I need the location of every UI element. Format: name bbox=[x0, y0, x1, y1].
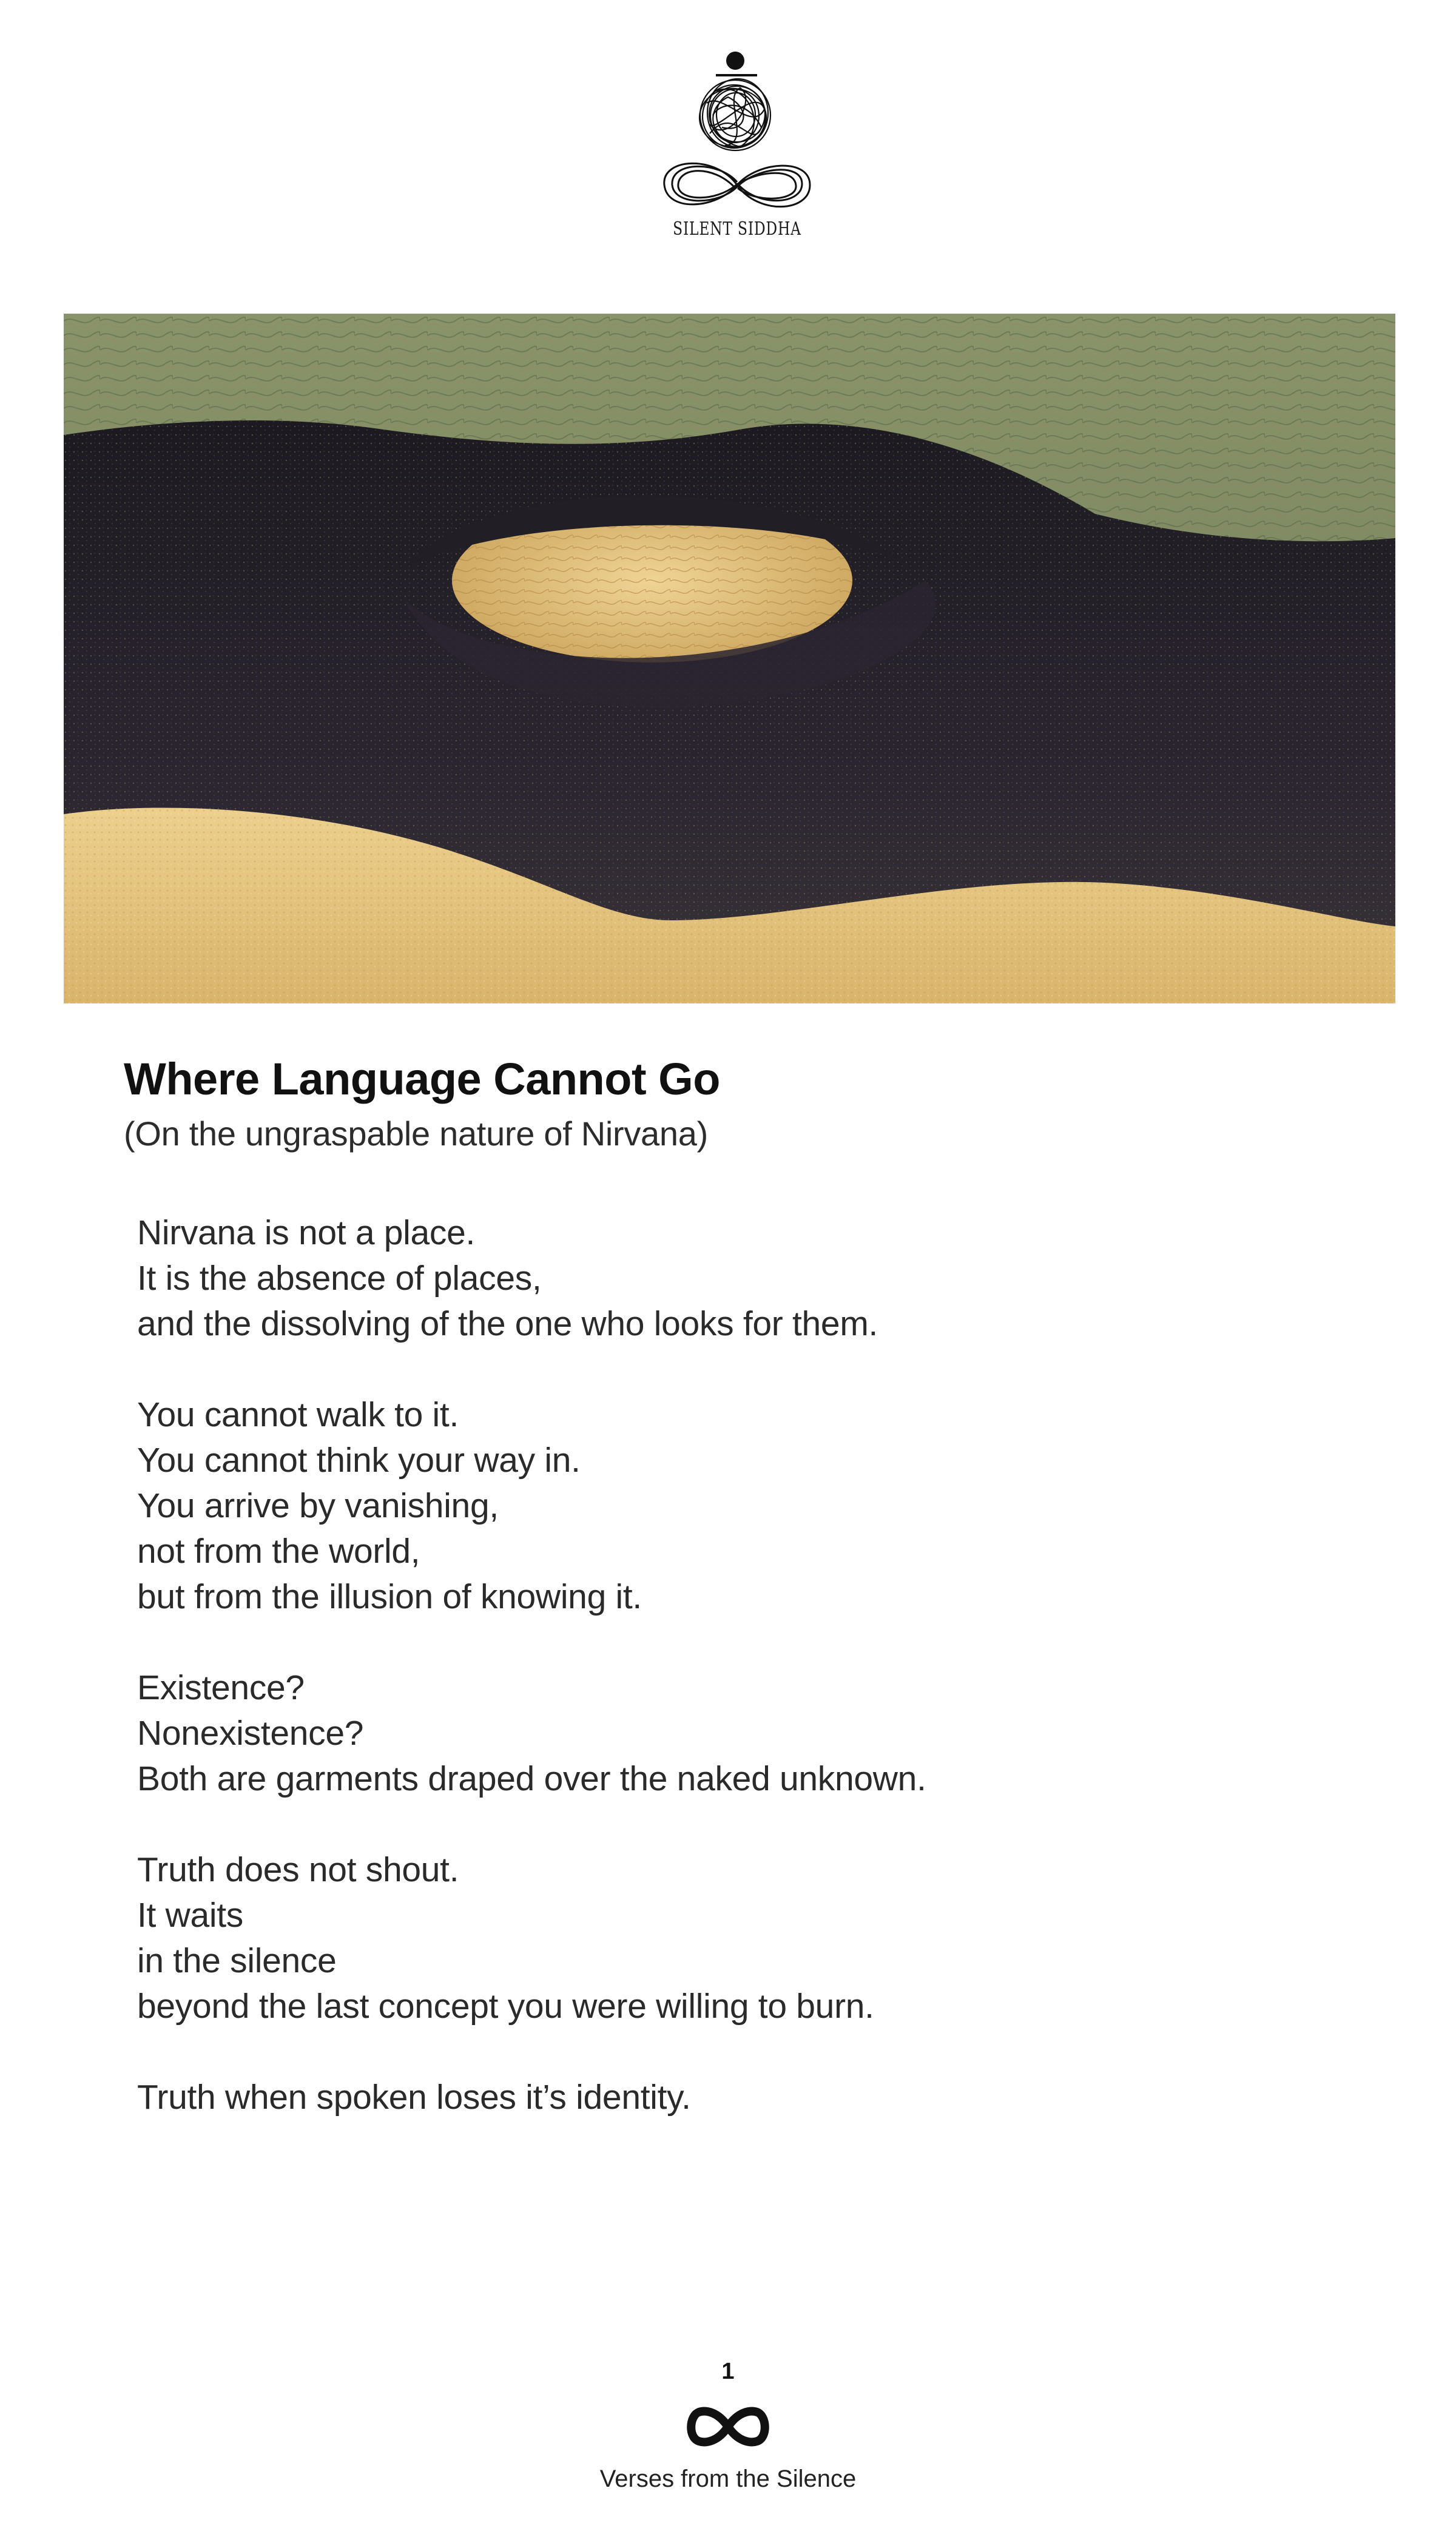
poem-line: You cannot think your way in. bbox=[137, 1441, 581, 1480]
stanza-2 bbox=[137, 1392, 1350, 1620]
poem-line: in the silence bbox=[137, 1941, 337, 1980]
stanza-4 bbox=[137, 1847, 1350, 2029]
poem-body bbox=[137, 1210, 1350, 2166]
poem-line: not from the world, bbox=[137, 1532, 420, 1571]
seated-meditator-infinity-logo-icon bbox=[649, 42, 825, 218]
poem-line: Existence? bbox=[137, 1668, 305, 1707]
poem-line: You cannot walk to it. bbox=[137, 1395, 459, 1434]
stanza-5 bbox=[137, 2075, 1350, 2120]
infinity-icon bbox=[684, 2402, 772, 2451]
poem-line: Both are garments draped over the naked unknown. bbox=[137, 1759, 926, 1798]
poem-line: but from the illusion of knowing it. bbox=[137, 1577, 642, 1616]
silent-siddha-logo bbox=[649, 42, 825, 249]
poem-line: It waits bbox=[137, 1896, 243, 1935]
footer-caption: Verses from the Silence bbox=[599, 2465, 857, 2492]
poem-line: Nirvana is not a place. bbox=[137, 1213, 476, 1252]
poem-line: You arrive by vanishing, bbox=[137, 1486, 499, 1525]
abstract-dunes-landscape-image-icon bbox=[64, 314, 1395, 1003]
poem-line: Truth does not shout. bbox=[137, 1850, 459, 1889]
poem-line: and the dissolving of the one who looks for them. bbox=[137, 1304, 878, 1343]
page-number: 1 bbox=[721, 2359, 735, 2384]
poem-line: It is the absence of places, bbox=[137, 1259, 542, 1298]
stanza-1 bbox=[137, 1210, 1350, 1347]
stanza-3 bbox=[137, 1665, 1350, 1802]
hero-image bbox=[64, 314, 1395, 1003]
logo-text: SILENT SIDDHA bbox=[673, 218, 801, 240]
poem-line: Truth when spoken loses it’s identity. bbox=[137, 2078, 691, 2117]
poem-title: Where Language Cannot Go bbox=[124, 1054, 720, 1104]
poem-line: Nonexistence? bbox=[137, 1714, 364, 1753]
poem-subtitle: (On the ungraspable nature of Nirvana) bbox=[124, 1114, 708, 1153]
poem-line: beyond the last concept you were willing to burn. bbox=[137, 1987, 874, 2026]
